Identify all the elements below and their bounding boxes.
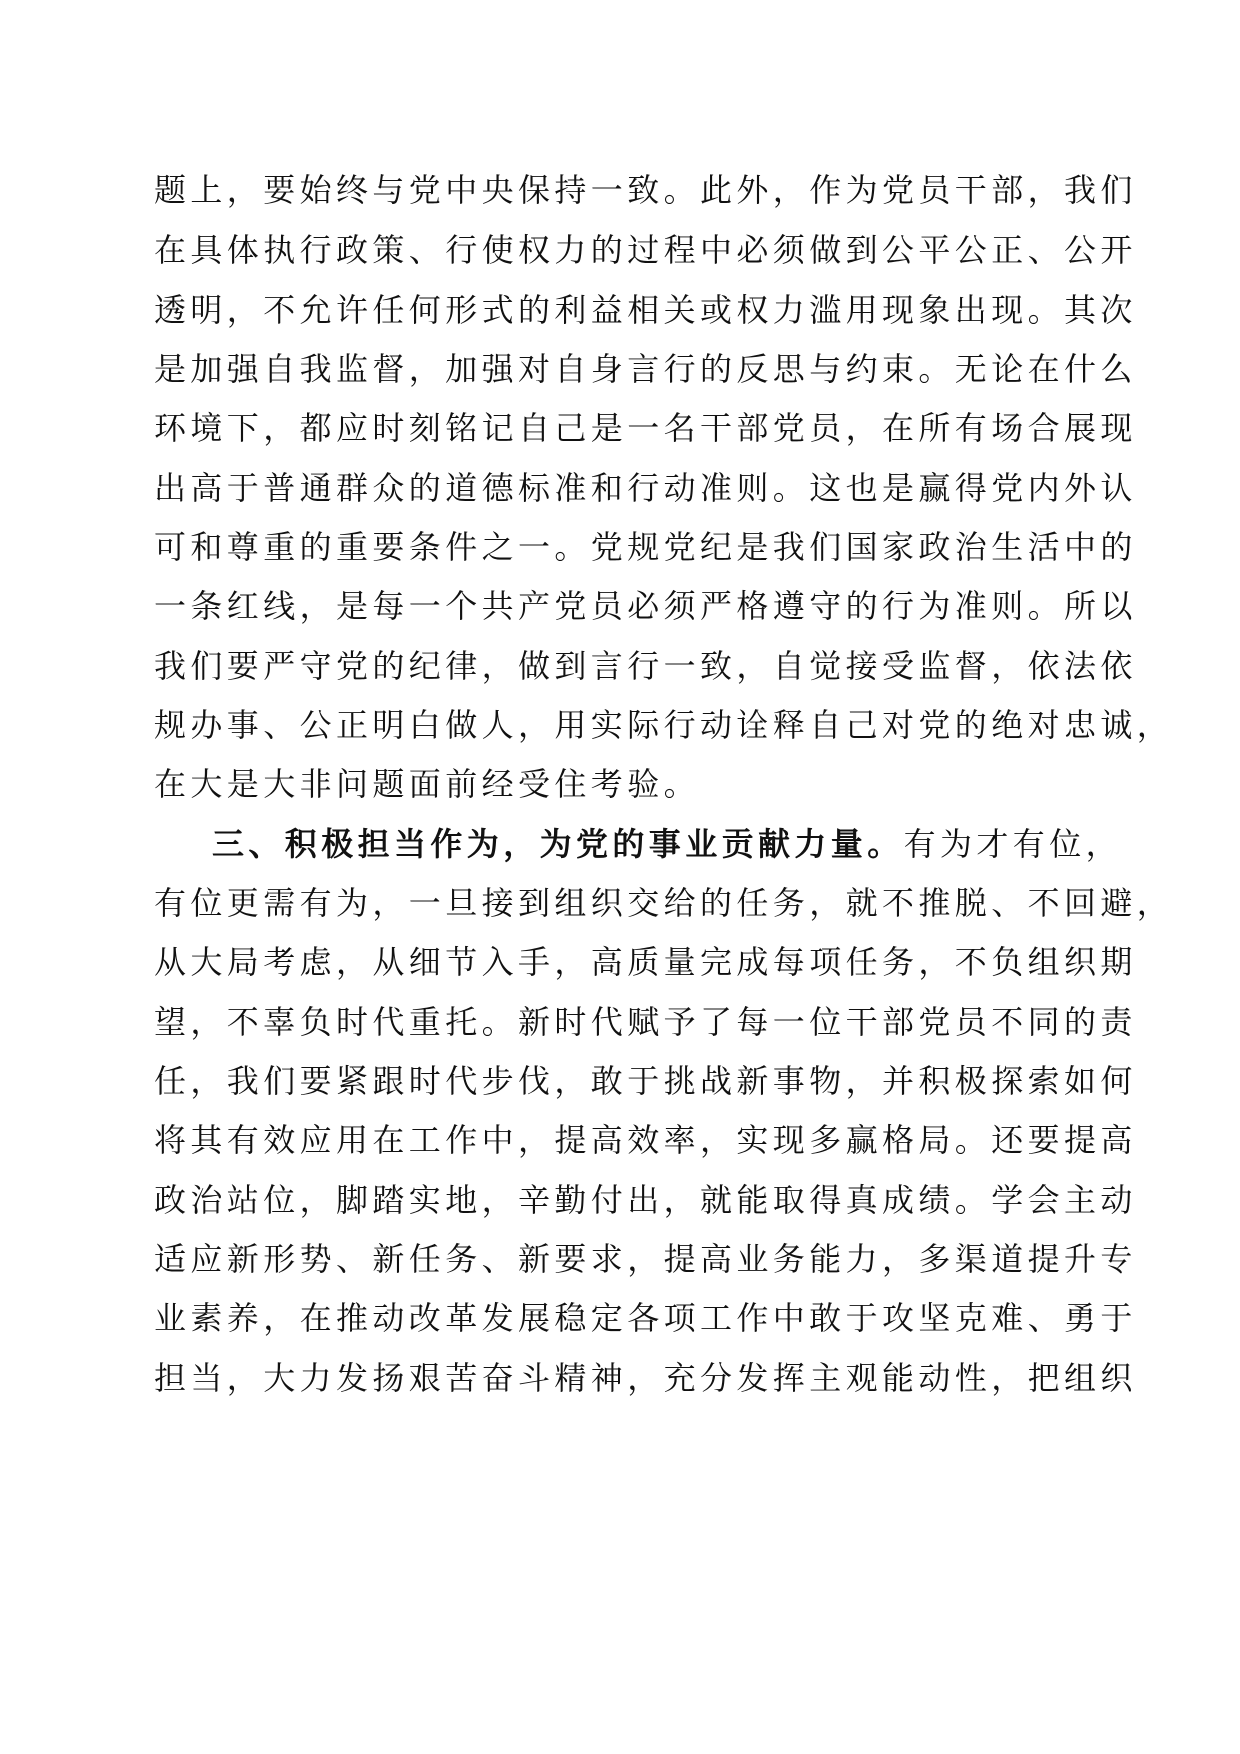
body-line: 从大局考虑，从细节入手，高质量完成每项任务，不负组织期: [154, 943, 1137, 981]
body-line: 在大是大非问题面前经受住考验。: [154, 765, 701, 803]
body-line: 出高于普通群众的道德标准和行动准则。这也是赢得党内外认: [154, 469, 1137, 507]
section-3-first-line: [212, 814, 1123, 874]
body-line: 适应新形势、新任务、新要求，提高业务能力，多渠道提升专: [154, 1240, 1137, 1278]
body-line: 在具体执行政策、行使权力的过程中必须做到公平公正、公开: [154, 231, 1137, 269]
body-line: 任，我们要紧跟时代步伐，敢于挑战新事物，并积极探索如何: [154, 1062, 1137, 1100]
body-line: 透明，不允许任何形式的利益相关或权力滥用现象出现。其次: [154, 291, 1137, 329]
body-line: 将其有效应用在工作中，提高效率，实现多赢格局。还要提高: [154, 1121, 1137, 1159]
body-line: 一条红线，是每一个共产党员必须严格遵守的行为准则。所以: [154, 587, 1137, 625]
body-line: 可和尊重的重要条件之一。党规党纪是我们国家政治生活中的: [154, 528, 1137, 566]
body-line: 有位更需有为，一旦接到组织交给的任务，就不推脱、不回避，: [154, 884, 1174, 922]
section-3-heading: 三、积极担当作为，为党的事业贡献力量。: [212, 825, 904, 863]
body-line: 环境下，都应时刻铭记自己是一名干部党员，在所有场合展现: [154, 409, 1137, 447]
body-line: 是加强自我监督，加强对自身言行的反思与约束。无论在什么: [154, 350, 1137, 388]
section-3-first-tail: 有为才有位，: [903, 825, 1123, 863]
body-line: 望，不辜负时代重托。新时代赋予了每一位干部党员不同的责: [154, 1003, 1137, 1041]
body-line: 政治站位，脚踏实地，辛勤付出，就能取得真成绩。学会主动: [154, 1181, 1137, 1219]
body-line: 业素养，在推动改革发展稳定各项工作中敢于攻坚克难、勇于: [154, 1299, 1137, 1337]
body-line: 规办事、公正明白做人，用实际行动诠释自己对党的绝对忠诚，: [154, 706, 1174, 744]
body-line: 我们要严守党的纪律，做到言行一致，自觉接受监督，依法依: [154, 647, 1137, 685]
body-line: 题上，要始终与党中央保持一致。此外，作为党员干部，我们: [154, 171, 1137, 209]
body-line: 担当，大力发扬艰苦奋斗精神，充分发挥主观能动性，把组织: [154, 1359, 1137, 1397]
